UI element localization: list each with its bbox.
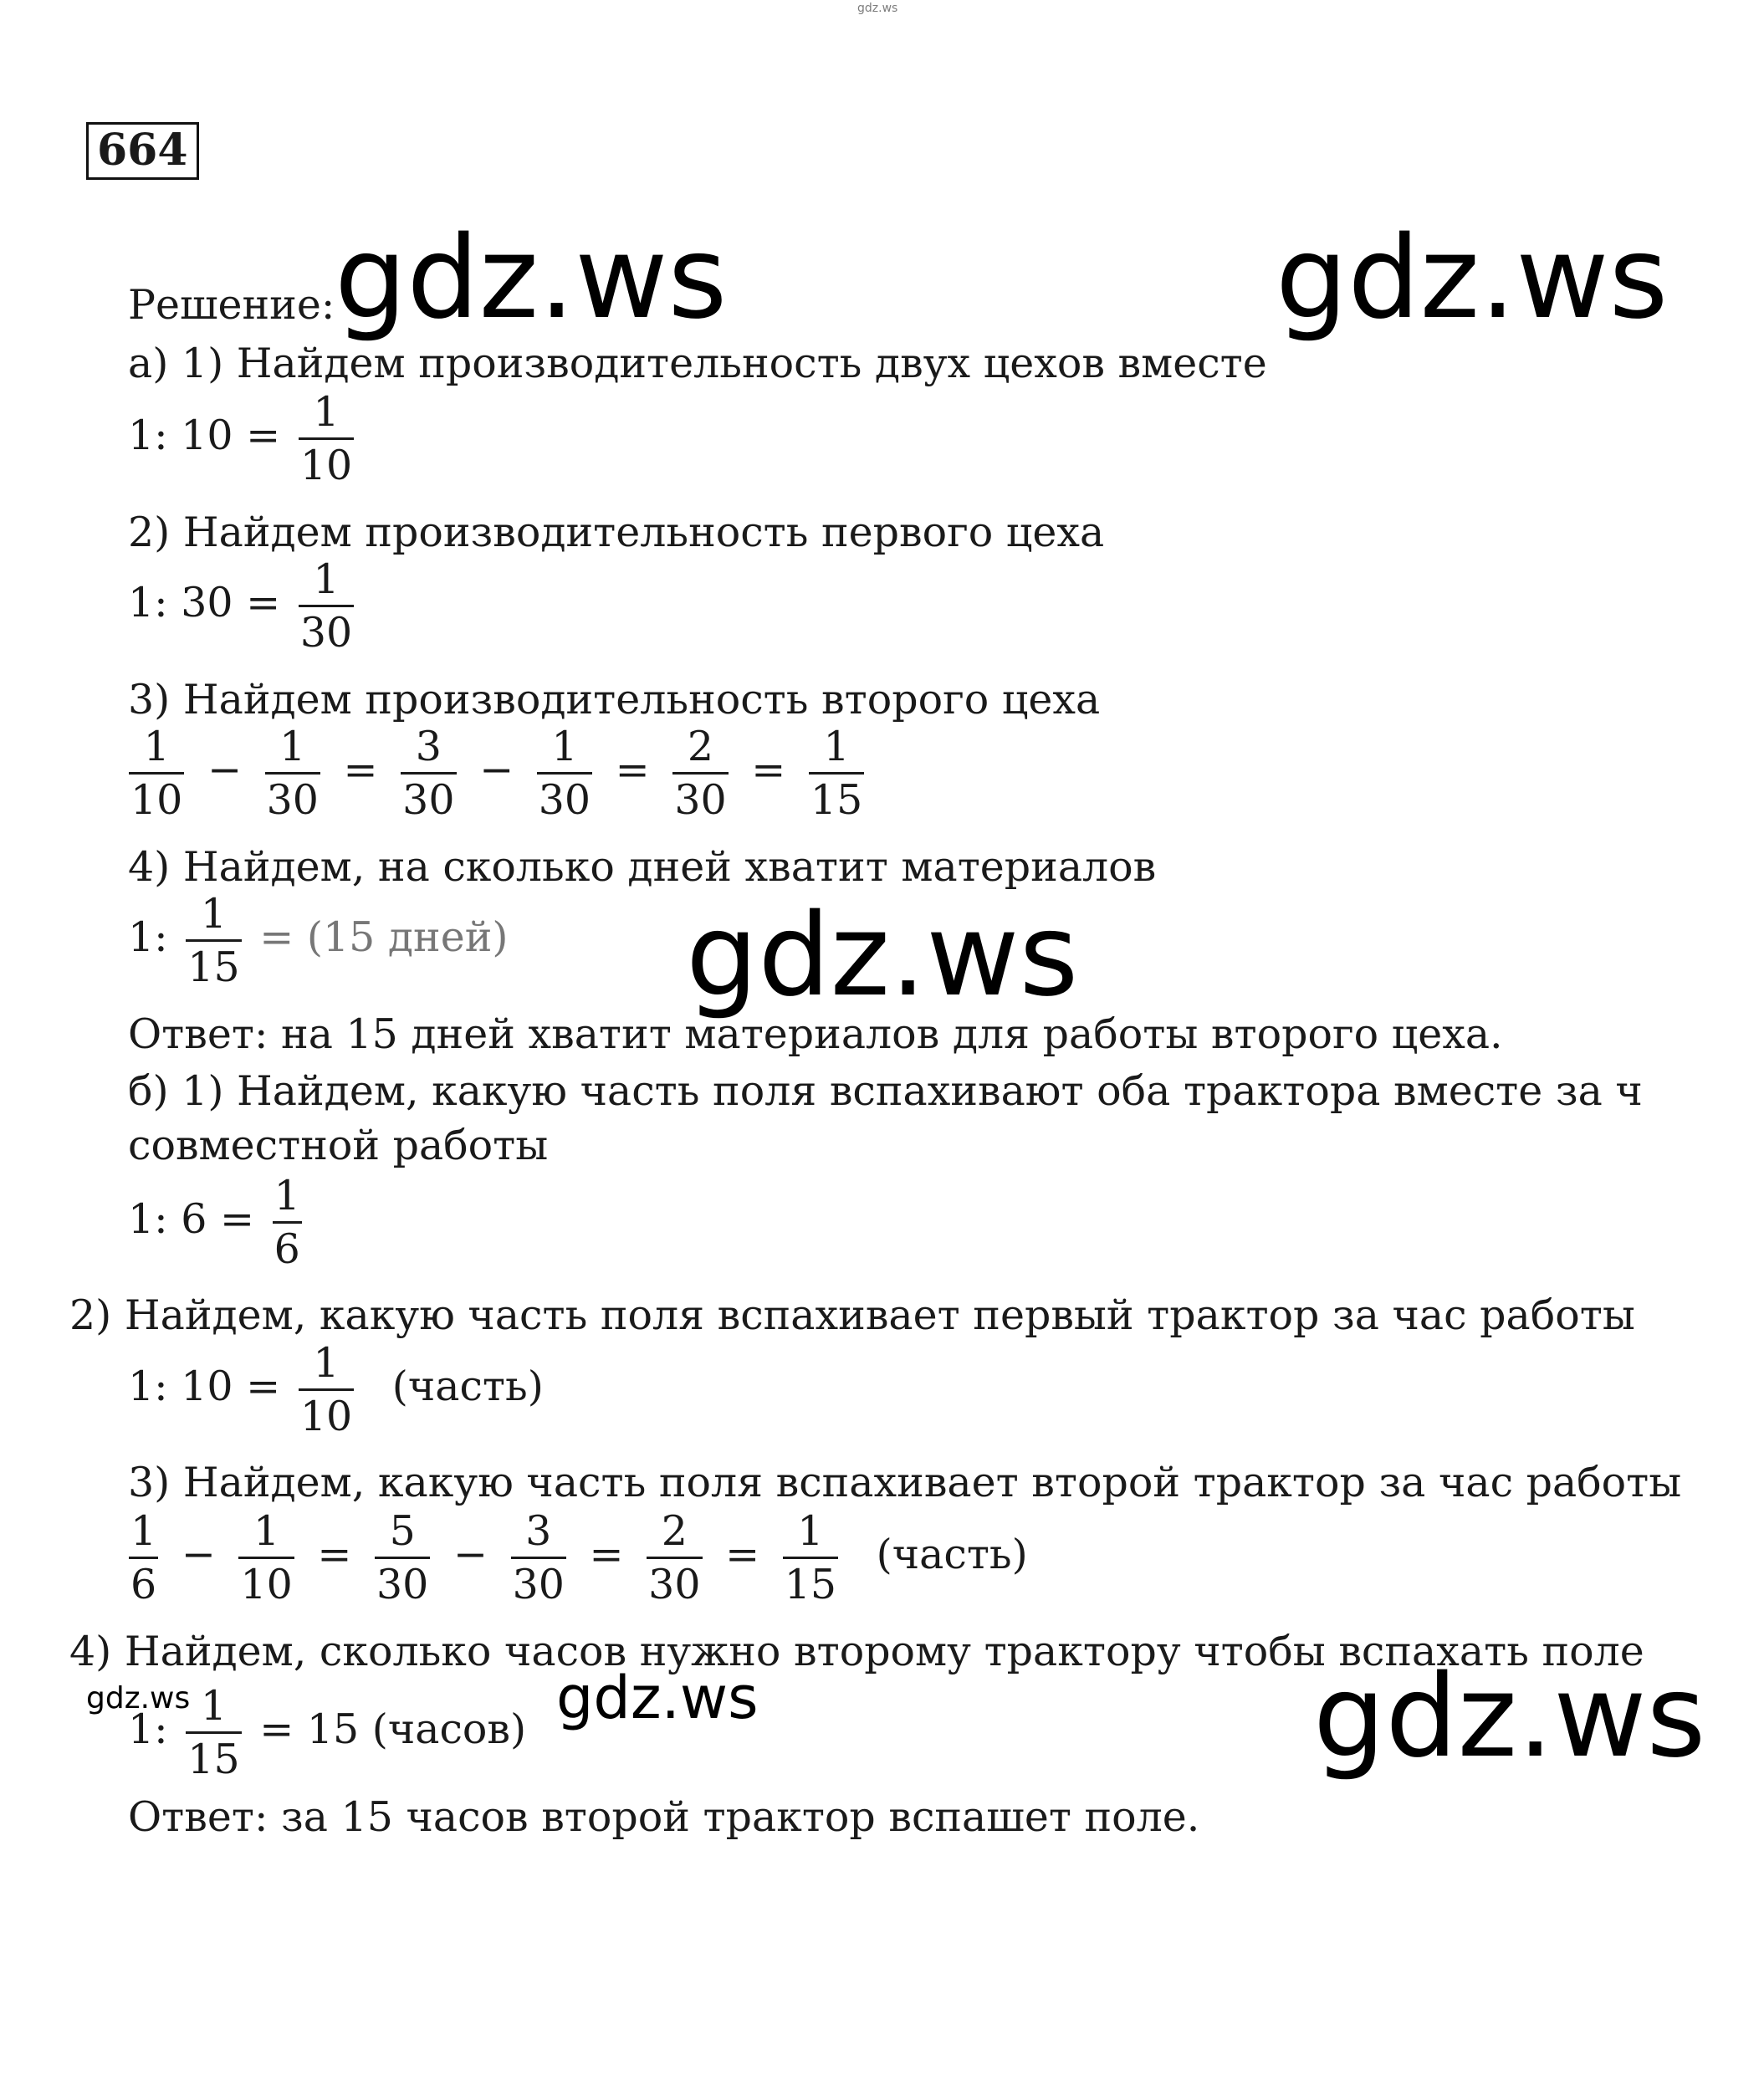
b-answer: Ответ: за 15 часов второй трактор вспашет поле. xyxy=(128,1793,1200,1841)
operator: − xyxy=(479,746,514,794)
watermark-2: gdz.ws xyxy=(1276,212,1669,345)
fraction: $\frac{1}{15}$ xyxy=(187,1682,240,1783)
watermark-1: gdz.ws xyxy=(335,212,728,345)
b-eq3 xyxy=(124,1507,1028,1608)
fraction: $\frac{1}{6}$ xyxy=(274,1172,300,1273)
operator: = xyxy=(615,746,650,794)
eq-left: 1: 30 = xyxy=(128,579,281,626)
a-eq2 xyxy=(128,555,359,657)
fraction-2: $\frac{1}{10}$ xyxy=(240,1507,293,1608)
b-eq4 xyxy=(128,1682,527,1783)
operator: = xyxy=(343,746,378,794)
a-step4: 4) Найдем, на сколько дней хватит материалов xyxy=(128,843,1157,891)
operator: − xyxy=(181,1531,216,1578)
eq-right: (часть) xyxy=(876,1531,1028,1578)
b-step2: 2) Найдем, какую часть поля вспахивает первый трактор за час работы xyxy=(69,1291,1635,1339)
fraction-4: $\frac{3}{30}$ xyxy=(512,1507,565,1608)
operator: − xyxy=(207,746,242,794)
fraction: $\frac{1}{10}$ xyxy=(299,1339,353,1440)
b-step1-line1: б) 1) Найдем, какую часть поля вспахивают оба трактора вместе за ч xyxy=(128,1067,1643,1115)
top-watermark: gdz.ws xyxy=(857,2,898,15)
b-step1-line2: совместной работы xyxy=(128,1122,549,1169)
eq-left: 1: 10 = xyxy=(128,1363,281,1410)
fraction-6: $\frac{1}{15}$ xyxy=(810,723,863,824)
a-eq1 xyxy=(128,388,359,489)
b-step3: 3) Найдем, какую часть поля вспахивает второй трактор за час работы xyxy=(128,1459,1682,1506)
a-step3: 3) Найдем производительность второго цеха xyxy=(128,676,1101,723)
b-eq2 xyxy=(128,1339,544,1440)
fraction: $\frac{1}{10}$ xyxy=(299,388,353,489)
fraction-1: $\frac{1}{10}$ xyxy=(130,723,183,824)
eq-right: (часть) xyxy=(391,1363,544,1410)
eq-left: 1: 10 = xyxy=(128,412,281,459)
watermark-3: gdz.ws xyxy=(686,890,1079,1022)
fraction: $\frac{1}{15}$ xyxy=(187,890,240,991)
fraction-5: $\frac{2}{30}$ xyxy=(674,723,727,824)
eq-left: 1: xyxy=(128,913,168,961)
operator: = xyxy=(589,1531,624,1578)
operator: − xyxy=(453,1531,488,1578)
watermark-4: gdz.ws xyxy=(1313,1651,1706,1783)
problem-number: 664 xyxy=(86,122,199,180)
eq-left: 1: xyxy=(128,1705,168,1753)
a-eq3 xyxy=(124,723,869,824)
a-answer: Ответ: на 15 дней хватит материалов для работы второго цеха. xyxy=(128,1010,1503,1058)
a-step2: 2) Найдем производительность первого цеха xyxy=(128,509,1105,556)
eq-right: = 15 (часов) xyxy=(259,1705,527,1753)
watermark-5: gdz.ws xyxy=(556,1664,759,1732)
fraction-4: $\frac{1}{30}$ xyxy=(538,723,591,824)
watermark-6: gdz.ws xyxy=(86,1681,191,1715)
fraction-3: $\frac{3}{30}$ xyxy=(402,723,455,824)
fraction: $\frac{1}{30}$ xyxy=(299,555,353,657)
eq-left: 1: 6 = xyxy=(128,1195,255,1243)
fraction-5: $\frac{2}{30}$ xyxy=(648,1507,701,1608)
b-eq1 xyxy=(128,1172,307,1273)
fraction-1: $\frac{1}{6}$ xyxy=(130,1507,157,1608)
operator: = xyxy=(725,1531,760,1578)
a-step1: а) 1) Найдем производительность двух цехов вместе xyxy=(128,340,1267,387)
fraction-2: $\frac{1}{30}$ xyxy=(266,723,319,824)
operator: = xyxy=(317,1531,352,1578)
operator: = xyxy=(751,746,786,794)
solution-heading: Решение: xyxy=(128,281,335,329)
eq-right: = (15 дней) xyxy=(259,913,509,961)
b-step4: 4) Найдем, сколько часов нужно второму трактору чтобы вспахать поле xyxy=(69,1628,1644,1675)
fraction-6: $\frac{1}{15}$ xyxy=(784,1507,837,1608)
a-eq4 xyxy=(128,890,509,991)
fraction-3: $\frac{5}{30}$ xyxy=(376,1507,429,1608)
